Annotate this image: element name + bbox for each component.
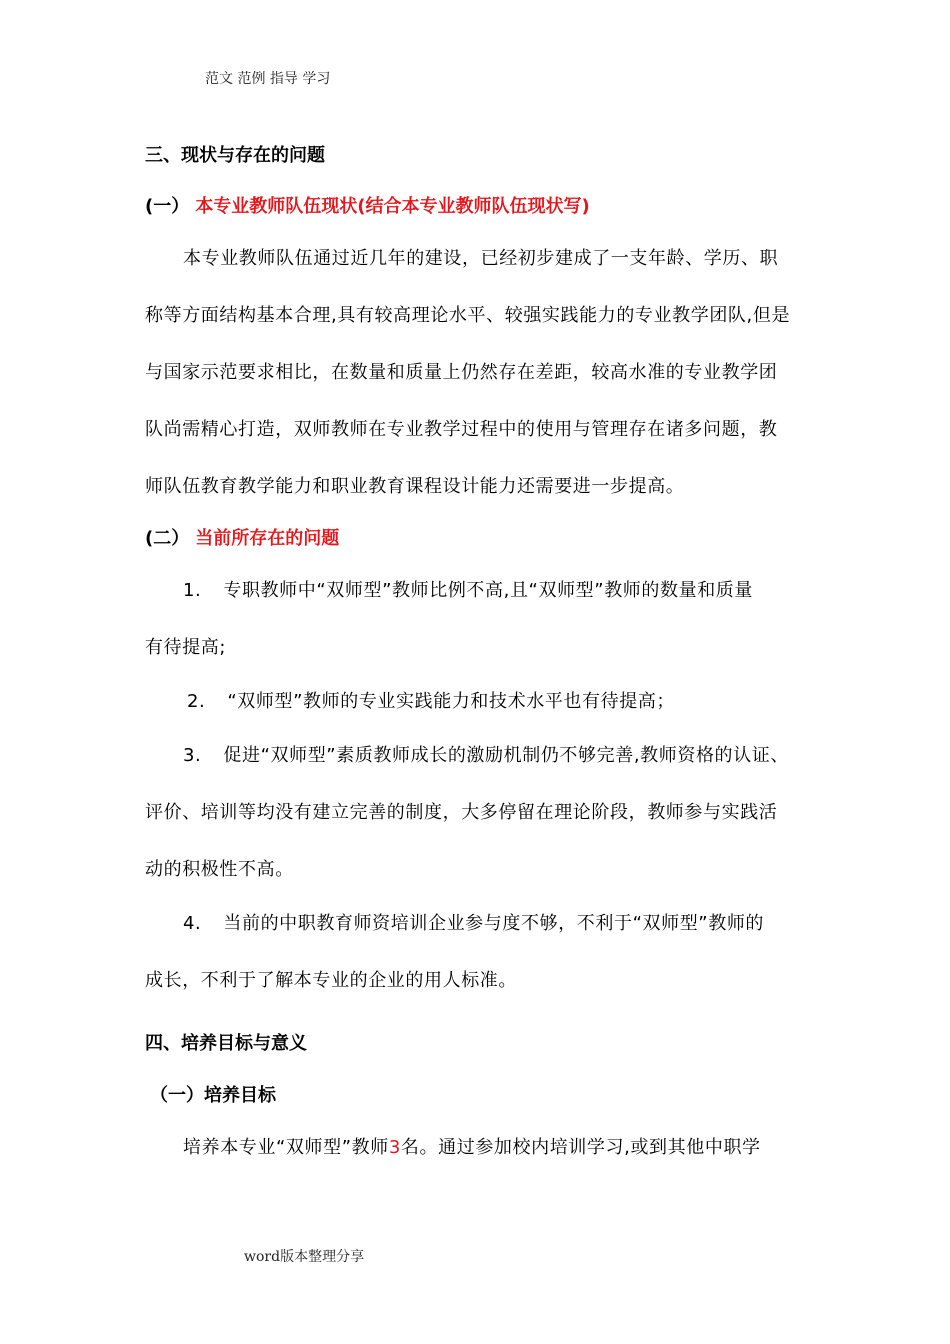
list-item-text: 促进“双师型”素质教师成长的激励机制仍不够完善,教师资格的认证、 [223,745,789,766]
list-item-number: 4. [183,913,202,934]
list-item-2 [187,687,675,713]
list-item-number: 2. [187,691,206,712]
list-item-continuation: 动的积极性不高。 [145,859,294,880]
subsection-1-heading [145,192,590,218]
page-header: 范文 范例 指导 学习 [205,71,331,87]
section-4-paragraph-line [183,1133,761,1159]
list-item-number: 1. [183,580,202,601]
paragraph-line: 称等方面结构基本合理,具有较高理论水平、较强实践能力的专业教学团队,但是 [145,305,791,326]
list-item-4 [183,909,764,935]
subsection-2-title: 当前所存在的问题 [195,528,340,549]
paragraph-prefix: 培养本专业“双师型”教师 [183,1137,389,1158]
paragraph-line: 与国家示范要求相比，在数量和质量上仍然存在差距，较高水准的专业教学团 [145,362,778,383]
list-item-text: “双师型”教师的专业实践能力和技术水平也有待提高； [227,691,676,712]
subsection-2-label: (二） [145,528,190,549]
list-item-1 [183,576,753,602]
paragraph-line: 本专业教师队伍通过近几年的建设，已经初步建成了一支年龄、学历、职 [183,248,779,269]
section-4-title: 四、培养目标与意义 [145,1033,307,1054]
list-item-text: 专职教师中“双师型”教师比例不高,且“双师型”教师的数量和质量 [223,580,753,601]
subsection-1-label: (一） [145,196,190,217]
paragraph-suffix: 名。通过参加校内培训学习,或到其他中职学 [400,1137,761,1158]
paragraph-line: 师队伍教育教学能力和职业教育课程设计能力还需要进一步提高。 [145,476,685,497]
section-4-subsection-1-title: （一）培养目标 [150,1085,276,1106]
subsection-2-heading [145,524,339,550]
section-3-title: 三、现状与存在的问题 [145,145,325,166]
list-item-number: 3. [183,745,202,766]
list-item-continuation: 成长，不利于了解本专业的企业的用人标准。 [145,970,517,991]
list-item-text: 当前的中职教育师资培训企业参与度不够，不利于“双师型”教师的 [223,913,765,934]
list-item-3 [183,741,789,767]
paragraph-line: 队尚需精心打造，双师教师在专业教学过程中的使用与管理存在诸多问题，教 [145,419,778,440]
list-item-continuation: 有待提高; [145,637,227,658]
teacher-count: 3 [388,1137,401,1158]
list-item-continuation: 评价、培训等均没有建立完善的制度，大多停留在理论阶段，教师参与实践活 [145,802,778,823]
subsection-1-title: 本专业教师队伍现状(结合本专业教师队伍现状写) [195,196,590,217]
page-footer: word版本整理分享 [244,1249,365,1265]
